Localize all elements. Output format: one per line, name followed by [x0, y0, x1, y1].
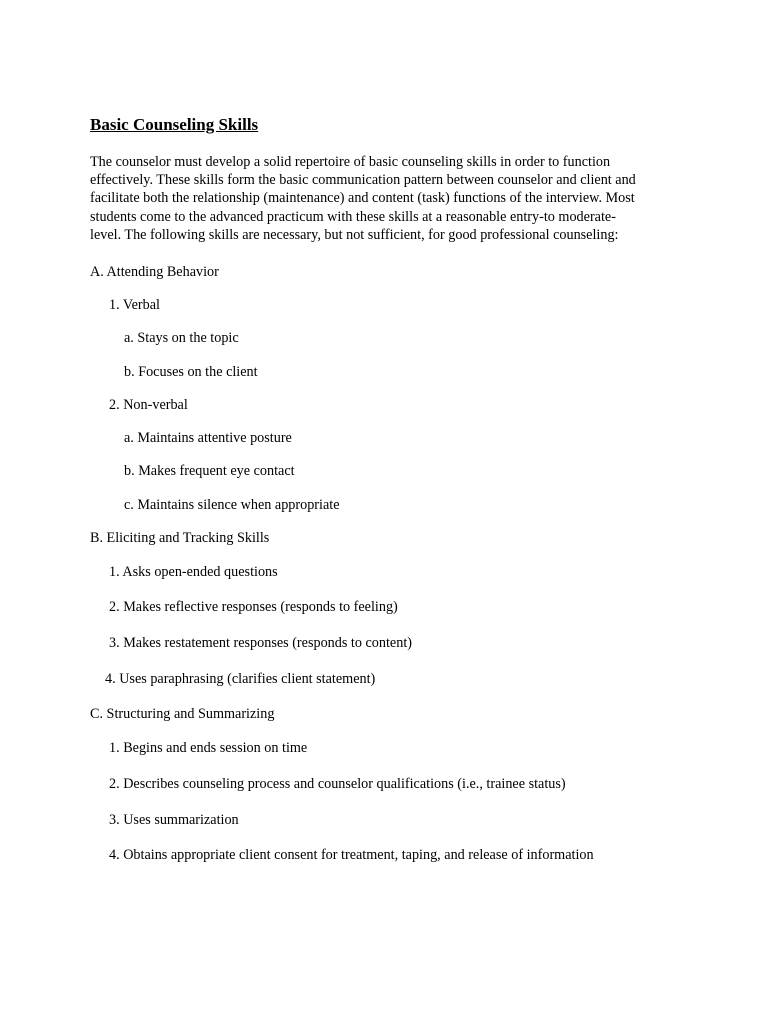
intro-line: effectively. These skills form the basic communication pattern between counselor and client and: [90, 172, 636, 189]
section-heading-structuring: C. Structuring and Summarizing: [90, 706, 275, 722]
list-item: 2. Makes reflective responses (responds to feeling): [109, 599, 398, 615]
intro-line: The counselor must develop a solid repertoire of basic counseling skills in order to function: [90, 154, 611, 170]
list-item: a. Stays on the topic: [124, 330, 239, 346]
page-title: Basic Counseling Skills: [90, 115, 259, 134]
intro-line: level. The following skills are necessary, but not sufficient, for good professional counseling:: [90, 226, 619, 243]
list-item: a. Maintains attentive posture: [124, 430, 292, 446]
list-item: c. Maintains silence when appropriate: [124, 497, 340, 513]
list-item: 2. Describes counseling process and counselor qualifications (i.e., trainee status): [109, 776, 566, 792]
list-item: 1. Begins and ends session on time: [109, 740, 308, 756]
list-item: b. Makes frequent eye contact: [124, 463, 295, 479]
list-item: b. Focuses on the client: [124, 364, 258, 380]
section-heading-eliciting: B. Eliciting and Tracking Skills: [90, 530, 270, 546]
subsection-nonverbal: 2. Non-verbal: [109, 397, 188, 413]
list-item: 4. Obtains appropriate client consent for treatment, taping, and release of information: [109, 847, 594, 863]
intro-line: students come to the advanced practicum with these skills at a reasonable entry-to moderate-: [90, 208, 616, 225]
list-item: 1. Asks open-ended questions: [109, 564, 278, 580]
list-item: 4. Uses paraphrasing (clarifies client statement): [105, 671, 376, 687]
section-heading-attending: A. Attending Behavior: [90, 264, 219, 280]
list-item: 3. Makes restatement responses (responds to content): [109, 635, 412, 651]
list-item: 3. Uses summarization: [109, 812, 239, 828]
intro-paragraph: [90, 153, 690, 244]
subsection-verbal: 1. Verbal: [109, 297, 160, 313]
intro-line: facilitate both the relationship (maintenance) and content (task) functions of the interview. Most: [90, 190, 635, 207]
